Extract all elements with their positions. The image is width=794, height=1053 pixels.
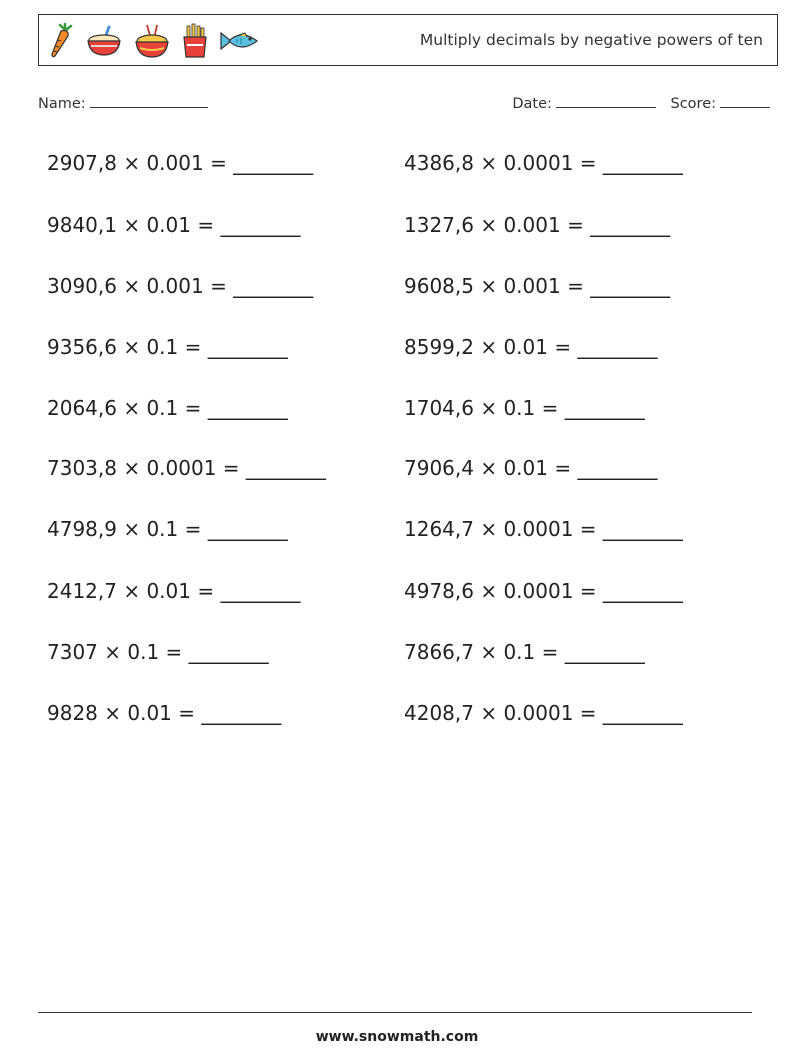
problem-right-1: 4386,8 × 0.0001 = ________ [404,151,683,175]
footer-url[interactable]: www.snowmath.com [315,1029,479,1045]
date-label: Date: [512,96,552,112]
problem-right-8: 4978,6 × 0.0001 = ________ [404,579,683,603]
carrot-icon [47,23,75,59]
date-score-fields [512,93,770,112]
problem-left-10: 9828 × 0.01 = ________ [47,701,282,725]
name-blank[interactable] [90,93,208,108]
worksheet-header [38,14,778,66]
name-field [38,93,208,112]
problem-left-8: 2412,7 × 0.01 = ________ [47,579,301,603]
footer-divider [38,1012,752,1013]
problem-left-5: 2064,6 × 0.1 = ________ [47,396,288,420]
rice-bowl-icon [85,25,123,57]
problem-right-6: 7906,4 × 0.01 = ________ [404,456,658,480]
problem-left-1: 2907,8 × 0.001 = ________ [47,151,314,175]
problem-left-3: 3090,6 × 0.001 = ________ [47,274,314,298]
score-blank[interactable] [720,93,770,108]
score-label: Score: [670,96,716,112]
worksheet-title: Multiply decimals by negative powers of ten [419,31,763,49]
problem-right-4: 8599,2 × 0.01 = ________ [404,335,658,359]
problem-right-5: 1704,6 × 0.1 = ________ [404,396,645,420]
problem-left-2: 9840,1 × 0.01 = ________ [47,213,301,237]
problem-right-7: 1264,7 × 0.0001 = ________ [404,517,683,541]
problem-right-2: 1327,6 × 0.001 = ________ [404,213,671,237]
problem-left-6: 7303,8 × 0.0001 = ________ [47,456,326,480]
fish-icon [219,27,261,55]
problem-right-9: 7866,7 × 0.1 = ________ [404,640,645,664]
problem-left-7: 4798,9 × 0.1 = ________ [47,517,288,541]
header-icons [47,21,261,61]
problem-left-9: 7307 × 0.1 = ________ [47,640,269,664]
french-fries-icon [181,23,209,59]
name-label: Name: [38,96,86,112]
date-blank[interactable] [556,93,656,108]
problem-right-10: 4208,7 × 0.0001 = ________ [404,701,683,725]
problem-right-3: 9608,5 × 0.001 = ________ [404,274,671,298]
problem-left-4: 9356,6 × 0.1 = ________ [47,335,288,359]
noodle-bowl-icon [133,23,171,59]
